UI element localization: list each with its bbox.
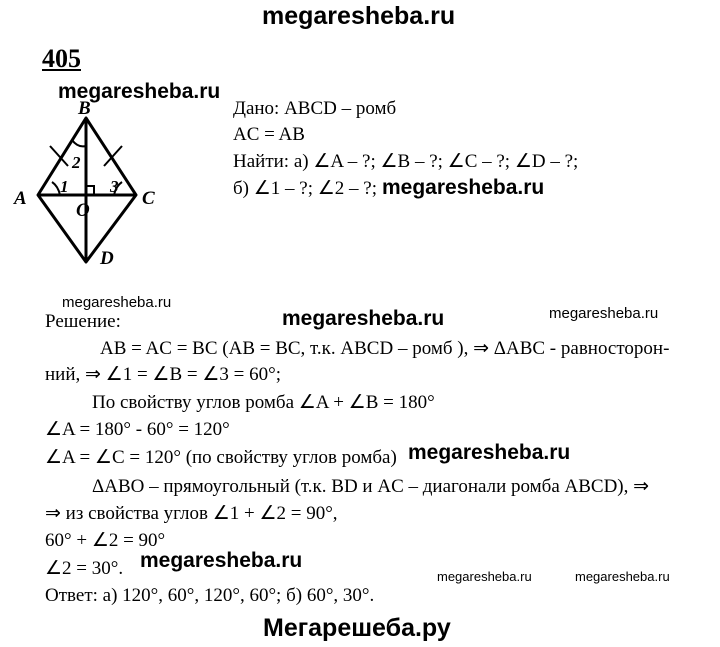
lower-left-watermark: megaresheba.ru xyxy=(140,549,303,572)
label-b: B xyxy=(78,100,91,119)
label-c: C xyxy=(142,188,155,209)
solution-line-2: ний, ⇒ ∠1 = ∠B = ∠3 = 60°; xyxy=(45,364,281,385)
rhombus-figure xyxy=(10,100,190,270)
solution-line-9: ∠2 = 30°. xyxy=(45,558,124,579)
given-line-4: б) ∠1 – ?; ∠2 – ?; xyxy=(233,178,377,199)
label-angle-3: 3 xyxy=(110,177,119,196)
given-watermark: megaresheba.ru xyxy=(382,176,545,199)
solution-line-1: AB = AC = BC (AB = BC, т.к. ABCD – ромб ), ⇒ ΔABC - равносторон- xyxy=(100,338,670,359)
bottom-right-watermark: megaresheba.ru xyxy=(575,569,670,584)
solution-heading: Решение: xyxy=(45,311,121,332)
label-angle-2: 2 xyxy=(72,153,81,172)
figure-watermark: megaresheba.ru xyxy=(58,80,221,103)
angle-arc-2 xyxy=(72,140,86,146)
label-angle-1: 1 xyxy=(60,177,69,196)
solution-line-4: ∠A = 180° - 60° = 120° xyxy=(45,419,230,440)
solution-watermark-mid: megaresheba.ru xyxy=(282,307,445,330)
label-a: A xyxy=(14,188,27,209)
solution-line-7: ⇒ из свойства углов ∠1 + ∠2 = 90°, xyxy=(45,503,338,524)
mid-right-watermark: megaresheba.ru xyxy=(408,441,571,464)
solution-watermark-right: megaresheba.ru xyxy=(549,305,659,322)
answer-line: Ответ: а) 120°, 60°, 120°, 60°; б) 60°, 30°. xyxy=(45,585,375,606)
given-line-1: Дано: ABCD – ромб xyxy=(233,98,397,119)
label-o: O xyxy=(76,200,90,221)
angle-arc-1 xyxy=(52,182,60,195)
footer-brand: Мегарешеба.ру xyxy=(263,614,451,642)
label-d: D xyxy=(100,248,114,269)
header-watermark: megaresheba.ru xyxy=(262,2,456,30)
solution-line-8: 60° + ∠2 = 90° xyxy=(45,530,166,551)
given-line-3: Найти: а) ∠A – ?; ∠B – ?; ∠C – ?; ∠D – ?; xyxy=(233,151,579,172)
solution-watermark-left: megaresheba.ru xyxy=(62,294,172,311)
problem-number: 405 xyxy=(42,44,81,73)
solution-line-5: ∠A = ∠C = 120° (по свойству углов ромба) xyxy=(45,447,397,468)
solution-line-3: По свойству углов ромба ∠A + ∠B = 180° xyxy=(92,392,435,413)
bottom-mid-watermark: megaresheba.ru xyxy=(437,569,532,584)
solution-line-6: ΔABO – прямоугольный (т.к. BD и AC – диагонали ромба ABCD), ⇒ xyxy=(92,476,650,497)
given-line-2: AC = AB xyxy=(233,124,305,145)
